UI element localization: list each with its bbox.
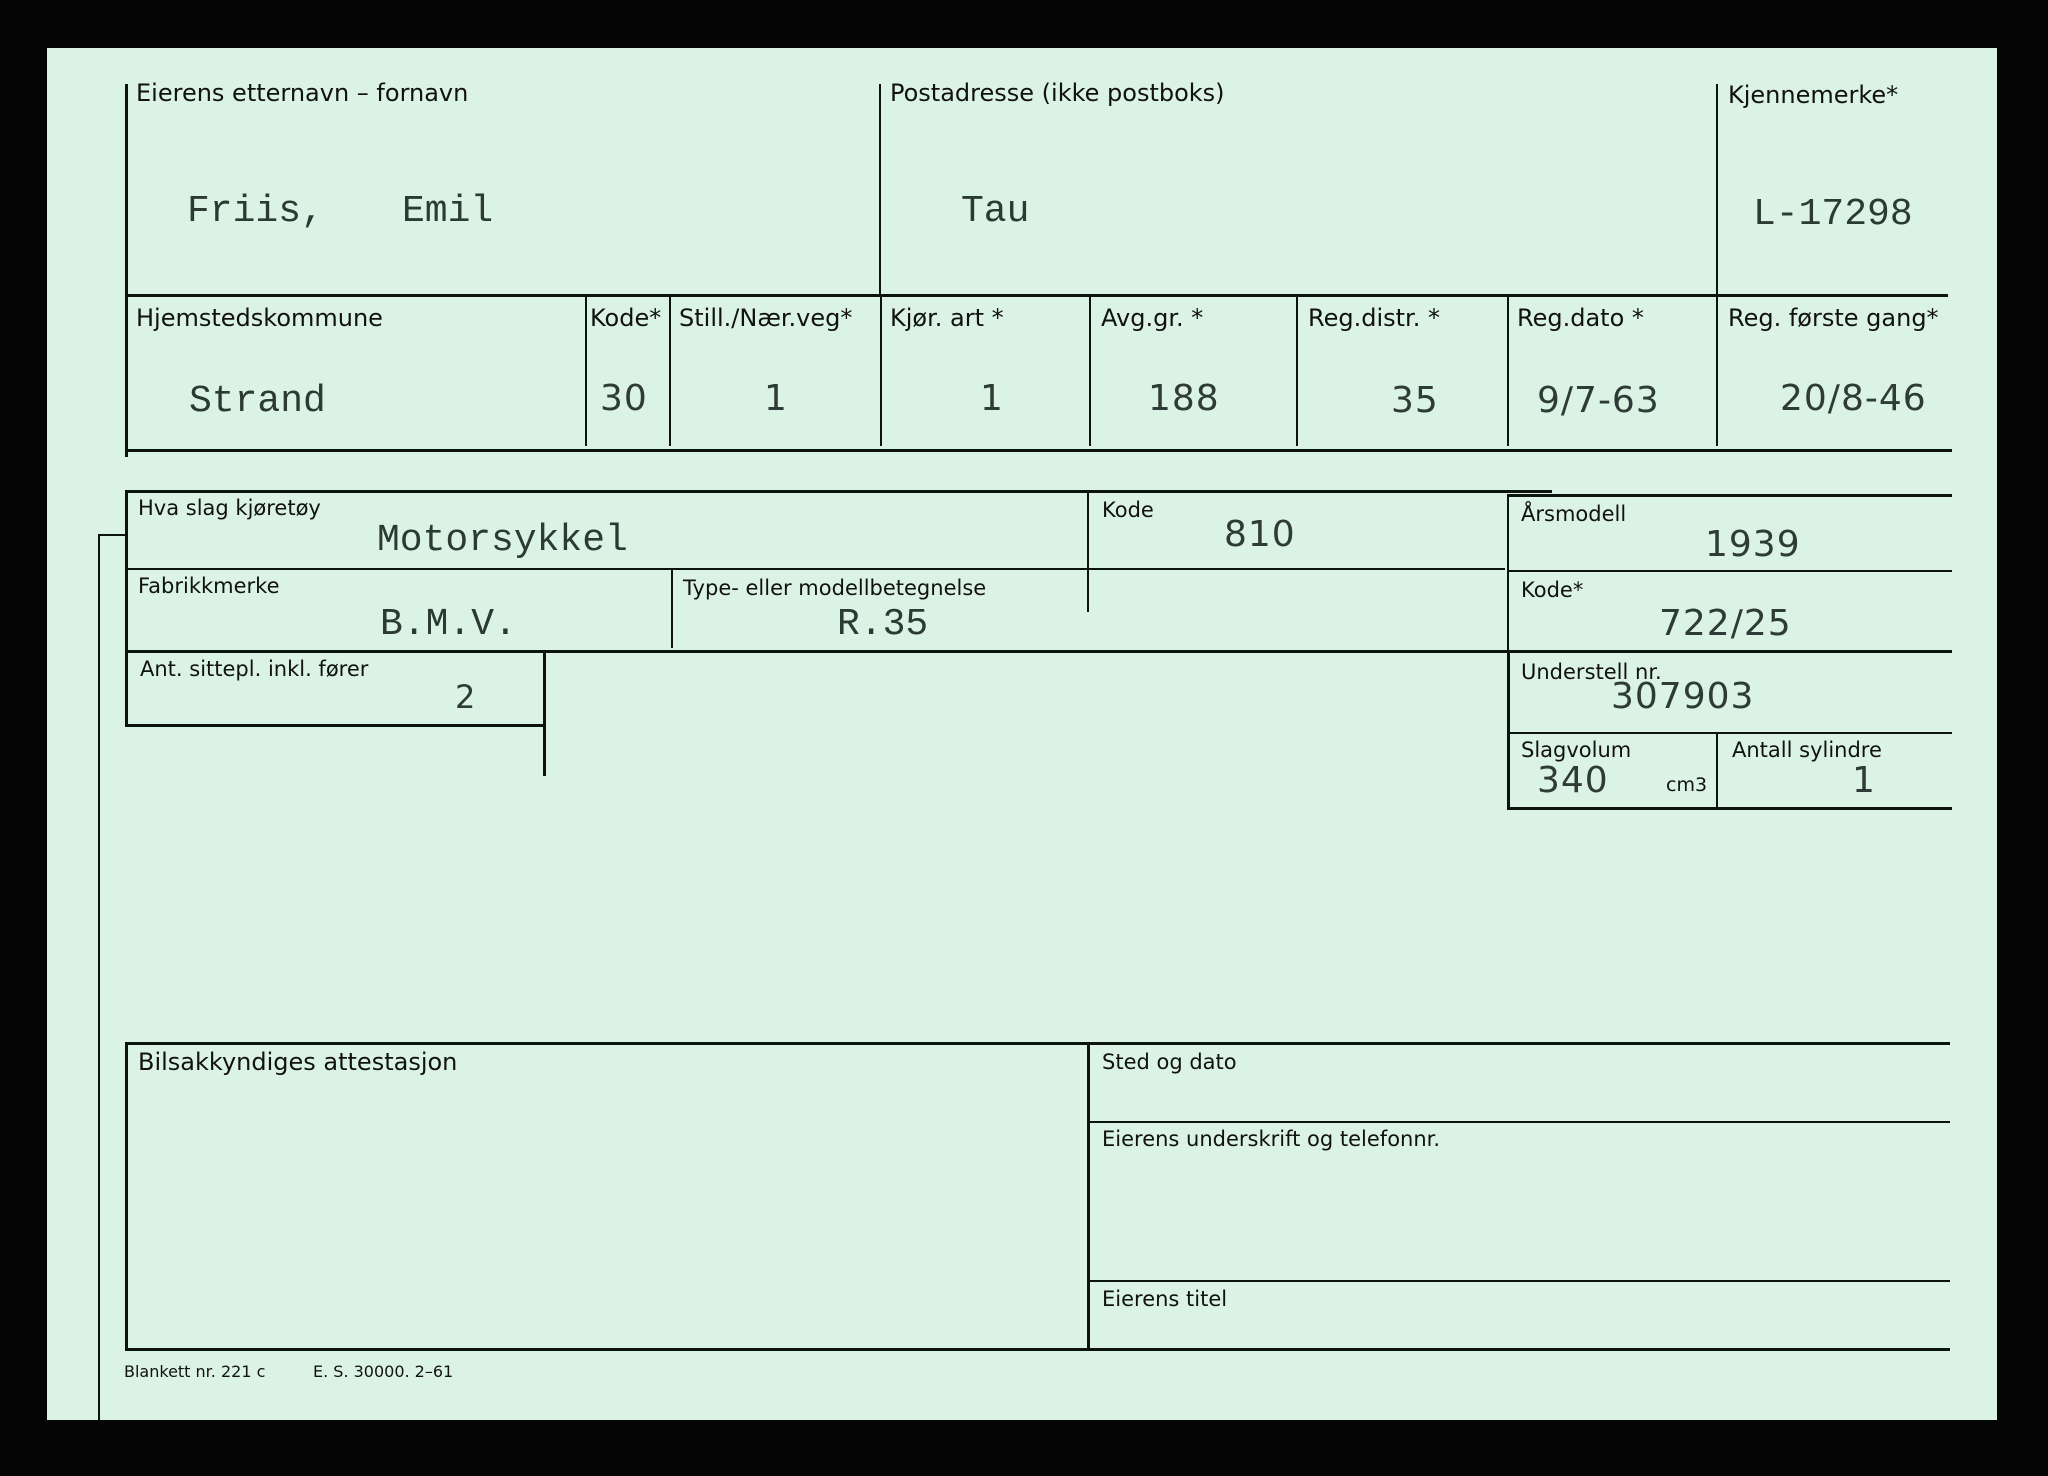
model-year-value: 1939 <box>1705 524 1801 565</box>
kind-label: Hva slag kjøretøy <box>138 496 321 520</box>
reg-mark-value: L-17298 <box>1753 193 1913 236</box>
divider-kode <box>585 296 587 446</box>
print-info: E. S. 30000. 2–61 <box>313 1362 454 1381</box>
seats-label: Ant. sittepl. inkl. fører <box>140 657 369 681</box>
cylinders-label: Antall sylindre <box>1732 738 1882 762</box>
rule-place-date <box>1090 1121 1950 1123</box>
rule-attest-bottom <box>125 1348 1950 1351</box>
divider-displacement <box>1716 734 1718 810</box>
owner-name-label: Eierens etternavn – fornavn <box>136 79 469 107</box>
vehicle-right-lower-divider <box>1507 494 1509 652</box>
tech-block-left <box>1507 652 1510 810</box>
distr-value: 35 <box>1391 380 1439 421</box>
type-code-label: Kode* <box>1521 578 1584 602</box>
frame-left-attest <box>125 1042 128 1351</box>
rule-tech-bottom <box>1507 807 1952 810</box>
type-value: R.35 <box>837 603 929 646</box>
seats-box-mask <box>125 727 128 787</box>
divider-kind-code <box>1087 492 1089 612</box>
rule-registration-bottom <box>125 449 1952 452</box>
rule-vehicle-mid <box>125 568 1505 570</box>
displacement-label: Slagvolum <box>1521 738 1632 762</box>
place-date-label: Sted og dato <box>1102 1050 1237 1074</box>
divider-make-type <box>671 570 673 648</box>
code-label: Kode* <box>590 304 662 332</box>
divider-distr <box>1296 296 1298 446</box>
attestation-title: Bilsakkyndiges attestasjon <box>138 1048 458 1076</box>
kjor-art-value: 1 <box>980 378 1004 419</box>
cylinders-value: 1 <box>1852 760 1876 801</box>
divider-kjor <box>880 296 882 446</box>
first-value: 20/8-46 <box>1780 378 1927 419</box>
chassis-value: 307903 <box>1611 676 1755 717</box>
displacement-unit: cm3 <box>1666 774 1708 796</box>
rule-signature <box>1090 1280 1950 1282</box>
divider-attest <box>1087 1042 1090 1351</box>
avg-label: Avg.gr. * <box>1101 304 1204 332</box>
margin-tick-top <box>98 534 128 536</box>
kind-code-value: 810 <box>1224 514 1296 555</box>
divider-address-mark <box>1716 84 1718 294</box>
first-label: Reg. første gang* <box>1728 304 1939 332</box>
divider-avg <box>1089 296 1091 446</box>
date-value: 9/7-63 <box>1537 380 1660 421</box>
registration-card <box>47 48 1997 1420</box>
divider-first <box>1716 296 1718 446</box>
kind-value: Motorsykkel <box>377 519 628 562</box>
form-number: Blankett nr. 221 c <box>124 1362 266 1381</box>
margin-tick <box>98 534 100 1420</box>
address-value: Tau <box>961 190 1030 233</box>
rule-chassis-bottom <box>1509 732 1952 734</box>
kind-code-label: Kode <box>1102 498 1154 522</box>
divider-still <box>669 296 671 446</box>
owner-given-name: Emil <box>402 190 494 233</box>
divider-date <box>1507 296 1509 446</box>
code-value: 30 <box>600 378 648 419</box>
still-label: Still./Nær.veg* <box>679 304 853 332</box>
model-year-label: Årsmodell <box>1521 502 1627 526</box>
address-label: Postadresse (ikke postboks) <box>890 79 1225 107</box>
chassis-label: Understell nr. <box>1521 660 1662 684</box>
seats-box-bottom <box>125 724 546 727</box>
owner-surname: Friis, <box>187 190 324 233</box>
make-label: Fabrikkmerke <box>138 574 280 598</box>
type-code-value: 722/25 <box>1659 603 1792 644</box>
signature-label: Eierens underskrift og telefonnr. <box>1102 1127 1441 1151</box>
kjor-art-label: Kjør. art * <box>890 304 1004 332</box>
seats-box-left-hide <box>125 652 128 727</box>
rule-top-row <box>125 294 1948 297</box>
home-municipality-value: Strand <box>189 380 326 423</box>
rule-model-year-bottom <box>1509 570 1952 572</box>
home-municipality-label: Hjemstedskommune <box>136 304 383 332</box>
avg-value: 188 <box>1148 378 1220 419</box>
reg-mark-label: Kjennemerke* <box>1728 81 1899 109</box>
distr-label: Reg.distr. * <box>1308 304 1440 332</box>
date-label: Reg.dato * <box>1517 304 1644 332</box>
displacement-value: 340 <box>1537 760 1609 801</box>
divider-name-address <box>879 84 881 294</box>
rule-vehicle-top-right <box>1507 494 1952 497</box>
frame-left-top <box>125 84 128 457</box>
rule-attest-top <box>125 1042 1950 1045</box>
owner-title-label: Eierens titel <box>1102 1287 1228 1311</box>
seats-box-right <box>543 652 546 776</box>
rule-vehicle-top <box>125 490 1552 493</box>
make-value: B.M.V. <box>380 603 517 646</box>
seats-value: 2 <box>455 678 477 716</box>
still-value: 1 <box>764 378 788 419</box>
rule-vehicle-mid2 <box>125 650 1952 653</box>
type-label: Type- eller modellbetegnelse <box>683 576 987 600</box>
